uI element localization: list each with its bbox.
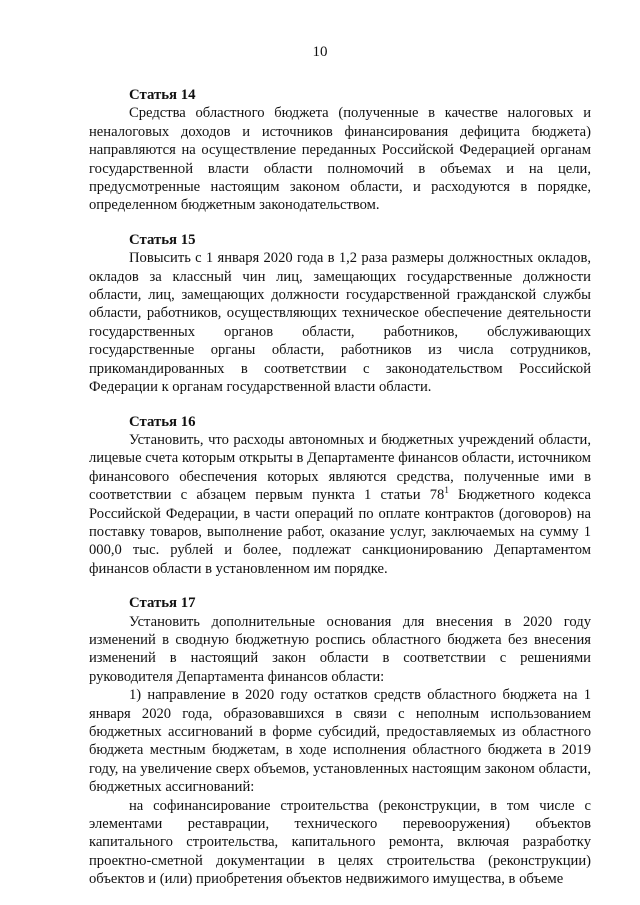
article-title: Статья 16 — [129, 413, 196, 430]
article-14 — [89, 86, 591, 215]
article-paragraph — [89, 431, 591, 578]
article-15 — [89, 231, 591, 397]
superscript-marker: 1 — [444, 485, 449, 496]
page-number: 10 — [312, 44, 328, 60]
article-paragraph: на софинансирование строительства (реконструкции, в том числе с элементами реставрации, технического перевооружения) объектов капитального строительства, капитального ремонта, включая разработку проектно-сметной документации в целях строительства (реконструкции) объектов и (или) приобретения объектов недвижимого имущества, в объеме — [89, 797, 591, 888]
article-16 — [89, 413, 591, 579]
paragraph-text-after-footnote: Бюджетного кодекса Российской Федерации, в части операций по оплате контрактов (договоров) на поставку товаров, выполнение работ, оказание услуг, заключаемых на сумму 1 000,0 тыс. рублей и более, подлежат санкционированию Департаментом финансов области в установленном им порядке. — [89, 487, 591, 577]
paragraph-text-before-footnote: Установить, что расходы автономных и бюджетных учреждений области, лицевые счета которым открыты в Департаменте финансов области, источником финансового обеспечения которых являются средства, полученные ими в соответствии с абзацем первым пункта 1 статьи 78 — [89, 431, 591, 504]
article-title: Статья 14 — [129, 87, 196, 103]
document-body — [89, 86, 591, 889]
article-paragraph: Установить дополнительные основания для внесения в 2020 году изменений в сводную бюджетную роспись областного бюджета без внесения изменений в настоящий закон области в соответствии с решениями руководителя Департамента финансов области: — [89, 613, 591, 685]
article-paragraph: Повысить с 1 января 2020 года в 1,2 раза размеры должностных окладов, окладов за классный чин лиц, замещающих государственные должности области, лиц, замещающих должности государственной гражданской службы области, работников, осуществляющих техническое обеспечение деятельности государственных органов области, работников, обслуживающих государственные органы области, работников из числа сотрудников, прикомандированных в соответствии с законодательством Российской Федерации к органам государственной власти области. — [89, 250, 591, 396]
article-title: Статья 17 — [129, 595, 196, 612]
article-paragraph: 1) направление в 2020 году остатков средств областного бюджета на 1 января 2020 года, образовавшихся в связи с неполным использованием бюджетных ассигнований в форме субсидий, предоставляемых из областного бюджета местным бюджетам, в ходе исполнения областного бюджета в 2019 году, на увеличение сверх объемов, установленных настоящим законом области, бюджетных ассигнований: — [89, 687, 591, 796]
article-17 — [89, 594, 591, 889]
article-paragraph: Средства областного бюджета (полученные в качестве налоговых и неналоговых доходов и источников финансирования дефицита бюджета) направляются на осуществление переданных Российской Федерацией органам государственной власти области полномочий в объемах и на цели, предусмотренные настоящим законом области, и расходуются в порядке, определенном бюджетным законодательством. — [89, 105, 591, 214]
article-title: Статья 15 — [129, 231, 196, 248]
